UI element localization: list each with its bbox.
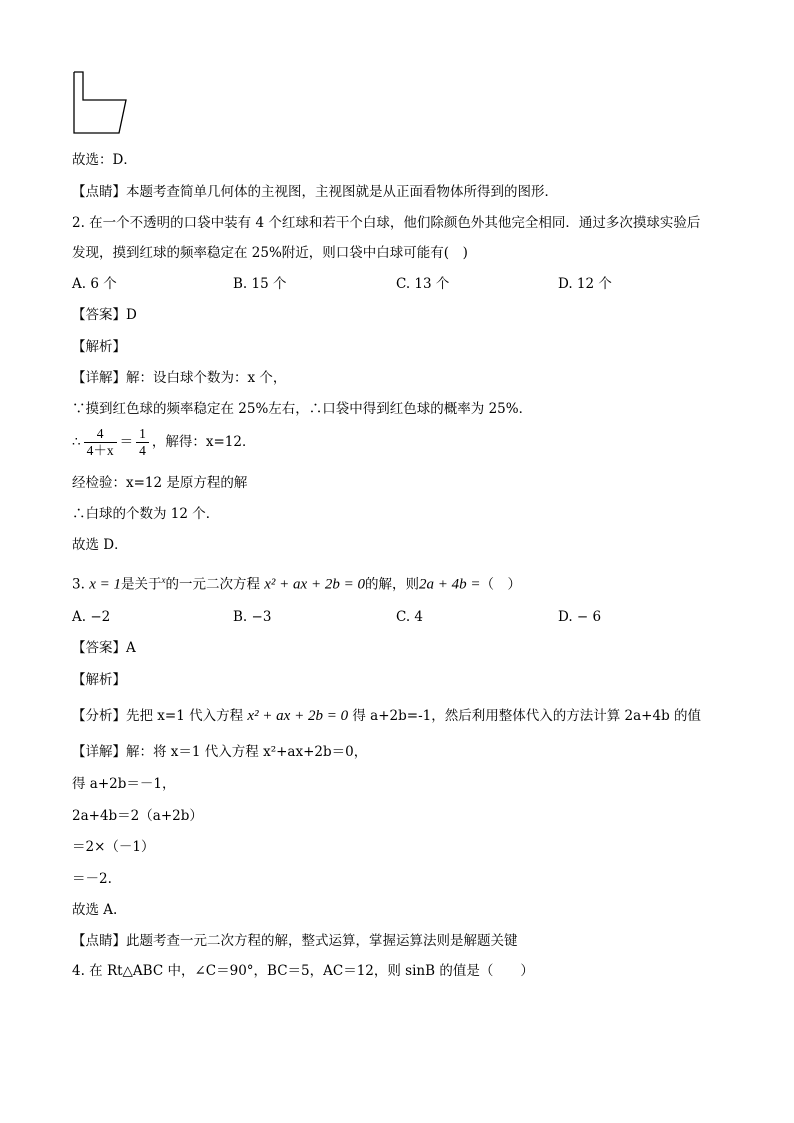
q2-check: 经检验：x=12 是原方程的解 <box>72 475 248 491</box>
q3-step-4: ＝－2. <box>72 871 112 887</box>
q3-step-3: ＝2×（－1） <box>72 839 155 855</box>
question-2-text-line2: 发现，摸到红球的频率稳定在 25%附近，则口袋中白球可能有( ) <box>72 245 468 261</box>
q3-expression: 2a + 4b = <box>418 576 481 593</box>
q2-analysis-heading: 【解析】 <box>72 339 126 355</box>
q3-answer: 【答案】A <box>72 640 136 656</box>
equals-sign: ＝ <box>119 434 134 450</box>
q3-analysis-heading: 【解析】 <box>72 672 126 688</box>
q2-option-a: A. 6 个 <box>72 276 117 292</box>
q3-detail-1: 【详解】解：将 x＝1 代入方程 x²+ax+2b＝0， <box>72 744 368 760</box>
comment-note: 【点睛】本题考查简单几何体的主视图，主视图就是从正面看物体所得到的图形． <box>72 184 558 200</box>
q2-final-choice: 故选 D． <box>72 537 128 553</box>
front-view-figure <box>72 70 132 136</box>
q3-paren: （ ） <box>480 576 521 593</box>
q3-analysis-post: 得 a+2b=-1，然后利用整体代入的方法计算 2a+4b 的值 <box>352 708 701 724</box>
q3-step-1: 得 a+2b＝－1， <box>72 776 176 792</box>
q3-option-b: B. −3 <box>233 609 272 625</box>
question-4-text: 4. 在 Rt△ABC 中，∠C＝90°，BC＝5，AC＝12，则 sinB 的值是（ ） <box>72 963 534 979</box>
q3-analysis <box>72 706 701 726</box>
q3-analysis-equation: x² + ax + 2b = 0 <box>247 708 349 724</box>
question-3-text <box>72 570 521 595</box>
solve-text: ，解得：x=12． <box>151 434 256 450</box>
q3-text-c: 的解，则 <box>364 576 419 593</box>
q3-option-c: C. 4 <box>396 609 424 625</box>
q2-option-c: C. 13 个 <box>396 276 450 292</box>
q3-analysis-pre: 【分析】先把 x=1 代入方程 <box>72 708 244 724</box>
q2-option-d: D. 12 个 <box>558 276 612 292</box>
q2-option-b: B. 15 个 <box>233 276 287 292</box>
q3-x-equals-1: x = 1 <box>89 576 121 593</box>
q2-answer: 【答案】D <box>72 307 137 323</box>
q3-text-b: 的一元二次方程 <box>165 576 260 593</box>
q3-comment: 【点睛】此题考查一元二次方程的解，整式运算，掌握运算法则是解题关键 <box>72 933 518 949</box>
q2-detail-2: ∵摸到红色球的频率稳定在 25%左右，∴口袋中得到红色球的概率为 25%． <box>72 401 533 417</box>
q3-option-d: D. − 6 <box>558 609 602 625</box>
q3-equation: x² + ax + 2b = 0 <box>264 576 365 593</box>
q3-x-symbol: x <box>161 575 166 585</box>
answer-choice-text: 故选：D． <box>72 152 137 168</box>
q3-step-2: 2a+4b＝2（a+2b） <box>72 808 203 824</box>
fraction-left: $\frac{4}{4+x}$ <box>84 426 117 459</box>
q3-option-a: A. −2 <box>72 609 111 625</box>
q3-number: 3. <box>72 576 85 593</box>
q2-detail-1: 【详解】解：设白球个数为：x 个， <box>72 370 287 386</box>
q2-fraction-equation <box>72 424 255 460</box>
q2-result: ∴白球的个数为 12 个． <box>72 506 220 522</box>
fraction-right: $\frac{1}{4}$ <box>136 426 149 459</box>
q3-final-choice: 故选 A. <box>72 902 118 918</box>
q3-text-a: 是关于 <box>120 576 162 593</box>
therefore-symbol: ∴ <box>72 434 81 450</box>
question-2-text-line1: 2. 在一个不透明的口袋中装有 4 个红球和若干个白球，他们除颜色外其他完全相同．通过多次摸球实验后 <box>72 215 701 231</box>
